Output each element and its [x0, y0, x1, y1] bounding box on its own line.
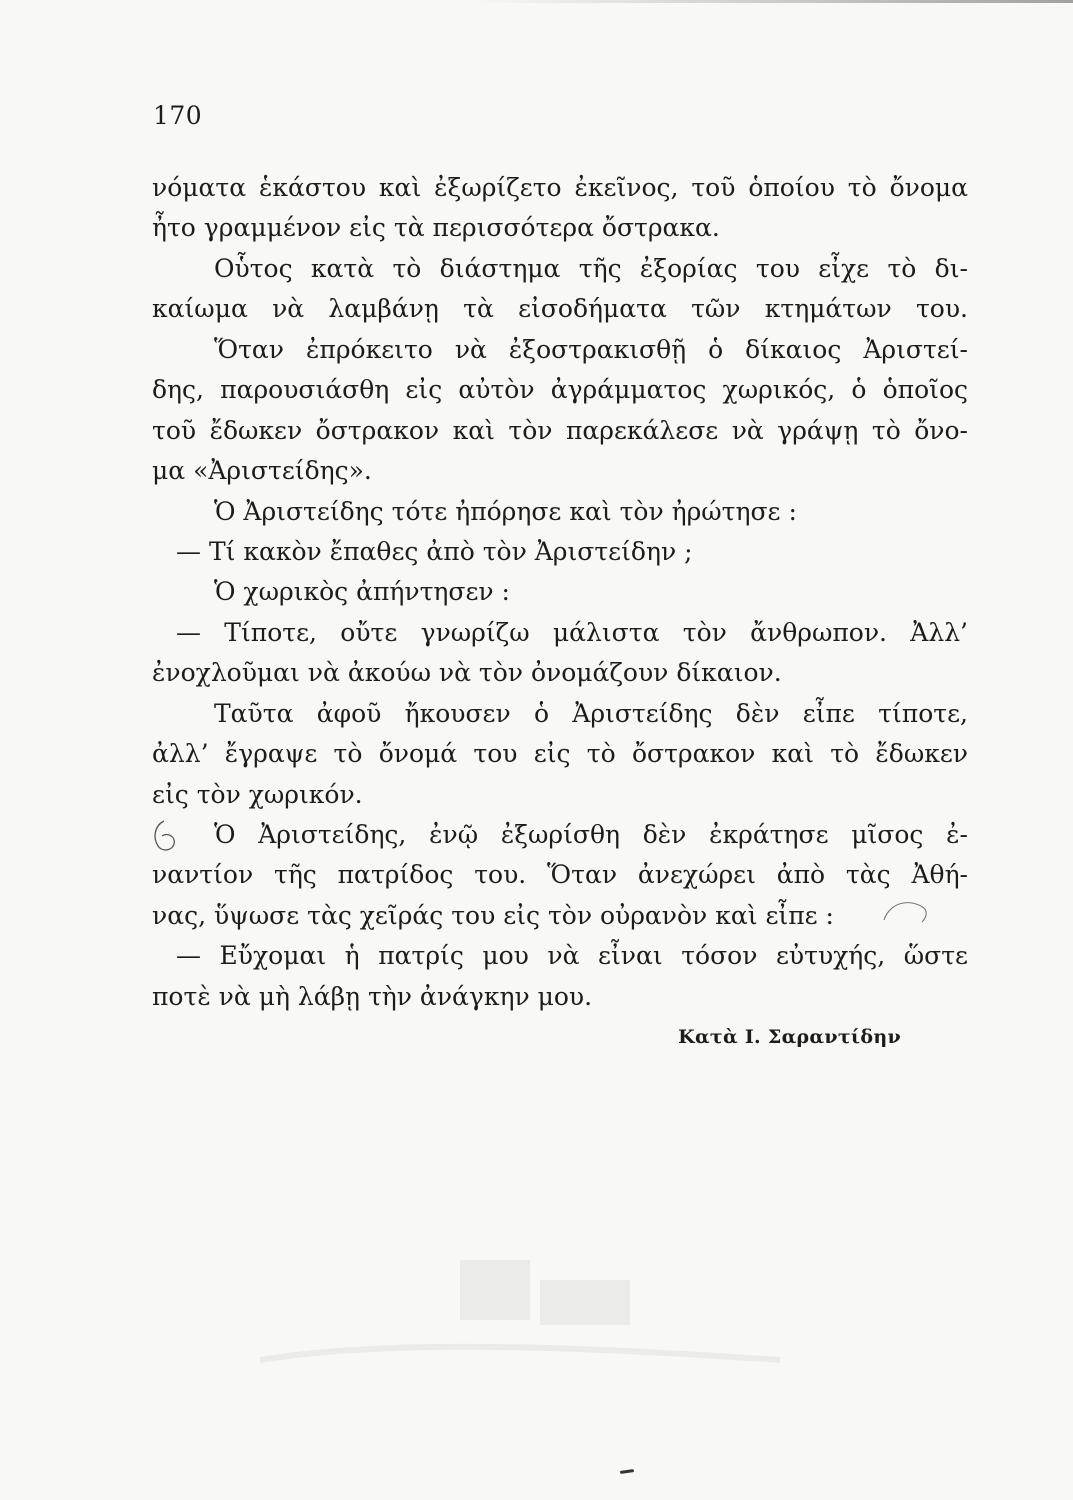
text-line: καίωμα νὰ λαμβάνῃ τὰ εἰσοδήματα τῶν κτημάτων του. — [152, 294, 968, 324]
text-line: Ταῦτα ἀφοῦ ἤκουσεν ὁ Ἀριστείδης δὲν εἶπε τίποτε, — [214, 698, 968, 728]
text-line: ἀλλ’ ἔγραψε τὸ ὄνομά του εἰς τὸ ὄστρακον καὶ τὸ ἔδωκεν — [152, 739, 968, 769]
text-line: νας, ὕψωσε τὰς χεῖράς του εἰς τὸν οὐρανὸν καὶ εἶπε : — [152, 900, 834, 930]
text-line: νόματα ἑκάστου καὶ ἐξωρίζετο ἐκεῖνος, τοῦ ὁποίου τὸ ὄνομα — [152, 173, 968, 202]
text-line: μα «Ἀριστείδης». — [152, 456, 372, 486]
text-line: — Τίποτε, οὔτε γνωρίζω μάλιστα τὸν ἄνθρωπον. Ἀλλ’ — [176, 617, 968, 647]
text-line: εἰς τὸν χωρικόν. — [152, 779, 363, 809]
author-attribution: Κατὰ Ι. Σαραντίδην — [678, 1026, 901, 1048]
text-line: — Τί κακὸν ἔπαθες ἀπὸ τὸν Ἀριστείδην ; — [176, 536, 693, 566]
show-through-illustration — [260, 1220, 780, 1380]
text-line: Ὁ Ἀριστείδης, ἐνῷ ἐξωρίσθη δὲν ἐκράτησε μῖσος ἐ- — [214, 820, 968, 849]
ink-speck — [620, 1469, 634, 1474]
text-line: — Εὔχομαι ἡ πατρίς μου νὰ εἶναι τόσον εὐτυχής, ὥστε — [176, 941, 968, 971]
text-line: Ὅταν ἐπρόκειτο νὰ ἐξοστρακισθῇ ὁ δίκαιος Ἀριστεί- — [214, 334, 968, 364]
body-text — [152, 168, 968, 1017]
page-edge-shadow — [470, 0, 1073, 3]
page-number: 170 — [153, 101, 203, 130]
text-line: ἐνοχλοῦμαι νὰ ἀκούω νὰ τὸν ὀνομάζουν δίκαιον. — [152, 658, 782, 688]
text-line: τοῦ ἔδωκεν ὄστρακον καὶ τὸν παρεκάλεσε νὰ γράψῃ τὸ ὄνο- — [152, 415, 968, 445]
text-line: ποτὲ νὰ μὴ λάβῃ τὴν ἀνάγκην μου. — [152, 981, 593, 1011]
text-line: Ὁ Ἀριστείδης τότε ἠπόρησε καὶ τὸν ἠρώτησε : — [214, 496, 797, 526]
pencil-arc-icon — [880, 896, 932, 926]
text-line: Οὗτος κατὰ τὸ διάστημα τῆς ἐξορίας του εἶχε τὸ δι- — [214, 253, 968, 283]
text-line: ἦτο γραμμένον εἰς τὰ περισσότερα ὄστρακα. — [152, 213, 720, 243]
pencil-mark-icon — [150, 818, 180, 854]
text-line: Ὁ χωρικὸς ἀπήντησεν : — [214, 577, 510, 607]
text-line: ναντίον τῆς πατρίδος του. Ὅταν ἀνεχώρει ἀπὸ τὰς Ἀθή- — [152, 860, 968, 890]
text-line: δης, παρουσιάσθη εἰς αὐτὸν ἀγράμματος χωρικός, ὁ ὁποῖος — [152, 375, 968, 405]
